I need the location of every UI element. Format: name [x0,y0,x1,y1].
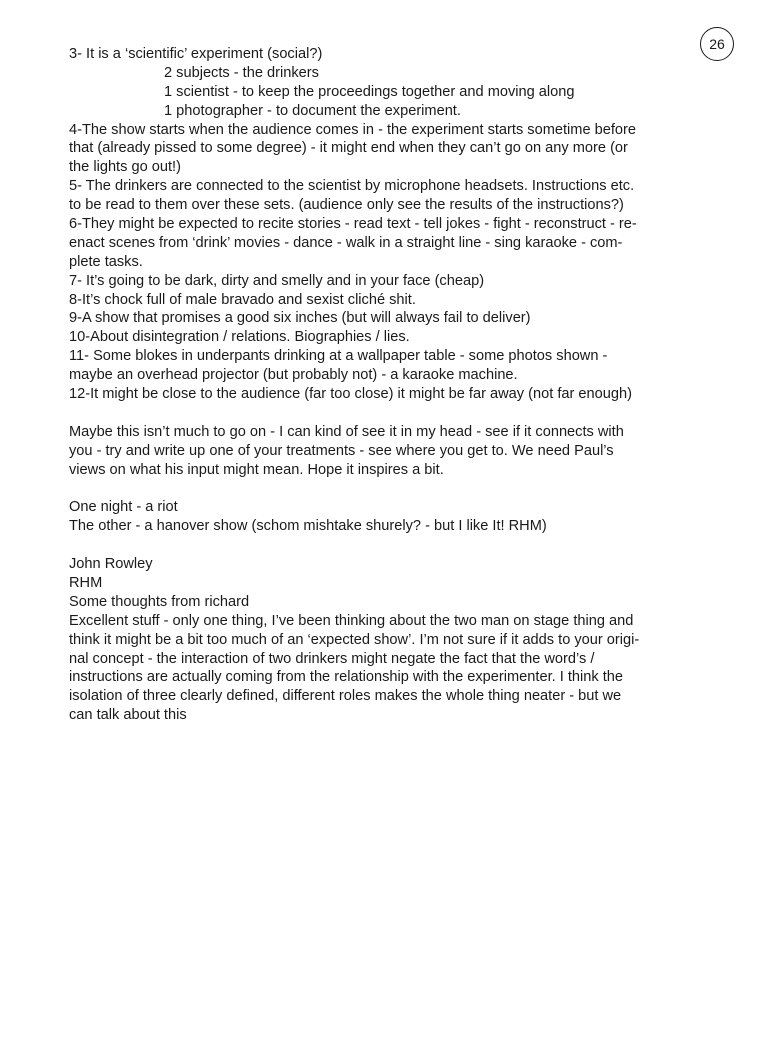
text-line: to be read to them over these sets. (audience only see the results of the instructions?) [69,197,624,214]
text-line: you - try and write up one of your treatments - see where you get to. We need Paul’s [69,442,614,459]
text-line: 5- The drinkers are connected to the scientist by microphone headsets. Instructions etc. [69,178,635,195]
text-line: 9-A show that promises a good six inches (but will always fail to deliver) [69,310,531,327]
text-line: 12-It might be close to the audience (far too close) it might be far away (not far enough) [69,386,632,403]
text-line: John Rowley [69,556,153,573]
text-line: 11- Some blokes in underpants drinking at a wallpaper table - some photos shown - [69,348,608,365]
text-line: that (already pissed to some degree) - it might end when they can’t go on any more (or [69,140,628,157]
text-line: the lights go out!) [69,159,181,176]
text-line: isolation of three clearly defined, different roles makes the whole thing neater - but we [69,688,622,705]
text-line: The other - a hanover show (schom mishtake shurely? - but I like It! RHM) [69,518,547,535]
text-line: 1 photographer - to document the experiment. [164,102,461,119]
text-line: Excellent stuff - only one thing, I’ve been thinking about the two man on stage thing and [69,612,634,629]
text-line: instructions are actually coming from the relationship with the experimenter. I think the [69,669,624,686]
text-line: 10-About disintegration / relations. Biographies / lies. [69,329,410,346]
blank-line [69,404,709,423]
blank-line [69,536,709,555]
document-body [69,45,709,725]
text-line: views on what his input might mean. Hope it inspires a bit. [69,461,444,478]
text-line: 6-They might be expected to recite stories - read text - tell jokes - fight - reconstruct - re- [69,216,637,233]
text-line: nal concept - the interaction of two drinkers might negate the fact that the word’s / [69,650,595,667]
text-line: RHM [69,574,103,591]
text-line: 8-It’s chock full of male bravado and sexist cliché shit. [69,291,416,308]
text-line: Maybe this isn’t much to go on - I can kind of see it in my head - see if it connects with [69,423,624,440]
page-number-label: 26 [709,36,725,52]
text-line: 7- It’s going to be dark, dirty and smelly and in your face (cheap) [69,272,485,289]
blank-line [69,479,709,498]
text-line: think it might be a bit too much of an ‘expected show’. I’m not sure if it adds to your origi- [69,631,640,648]
text-line: maybe an overhead projector (but probably not) - a karaoke machine. [69,367,518,384]
text-line: 2 subjects - the drinkers [164,64,319,81]
text-line: One night - a riot [69,499,178,516]
text-line: enact scenes from ‘drink’ movies - dance - walk in a straight line - sing karaoke - com- [69,234,623,251]
text-line: 3- It is a ‘scientific’ experiment (social?) [69,46,323,62]
text-line: Some thoughts from richard [69,593,250,610]
text-line: plete tasks. [69,253,143,270]
text-line: can talk about this [69,707,187,724]
text-line: 1 scientist - to keep the proceedings together and moving along [164,83,575,100]
text-line: 4-The show starts when the audience comes in - the experiment starts sometime before [69,121,636,138]
